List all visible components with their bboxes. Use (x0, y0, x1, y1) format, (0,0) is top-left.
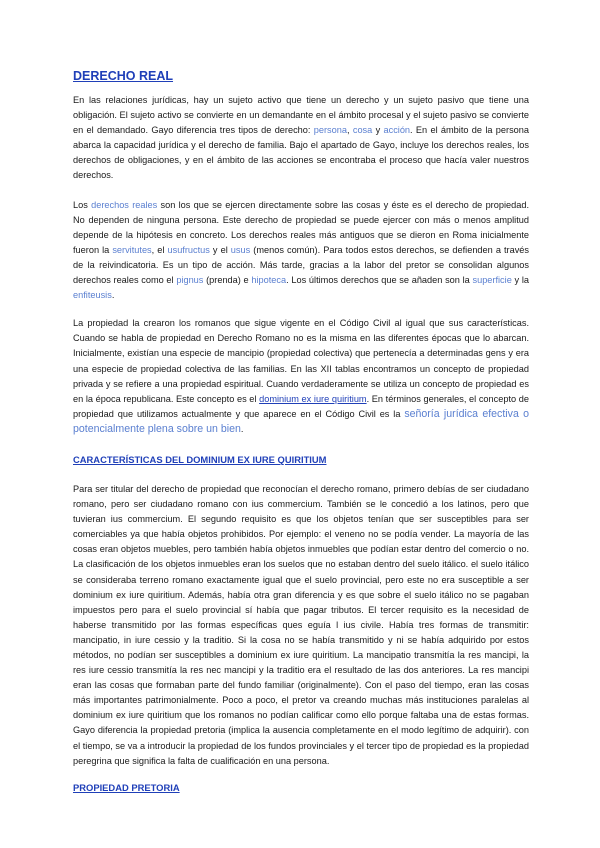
link-derechos-reales[interactable]: derechos reales (91, 199, 158, 210)
link-enfiteusis[interactable]: enfiteusis (73, 290, 112, 301)
link-persona[interactable]: persona (313, 125, 347, 136)
link-pignus[interactable]: pignus (176, 275, 204, 286)
link-dominium-ex-iure-quiritium[interactable]: dominium ex iure quiritium (259, 393, 367, 404)
link-accion[interactable]: acción (383, 125, 411, 136)
paragraph-2: Los derechos reales son los que se ejercen directamente sobre las cosas y éste es el derecho de propiedad. No dependen de ninguna persona. Este derecho de propiedad se puede ejercer con más o menos amplitud depende de la hipótesis en concreto. Los derechos reales más antiguos que se dieron en Roma inicialmente fueron la servitutes, el usufructus y el usus (menos común). Para todos estos derechos, se defienden a través de la reivindicatoria. Es un tipo de acción. Más tarde, gracias a la labor del pretor se consolidan algunos derechos reales como el pignus (prenda) e hipoteca. Los últimos derechos que se añaden son la superficie y la enfiteusis. (73, 199, 530, 301)
paragraph-3: La propiedad la crearon los romanos que sigue vigente en el Código Civil al igual que sus características. Cuando se habla de propiedad en Derecho Romano no es la misma en las diferentes épocas que lo abarcan. Inicialmente, existían una especie de mancipio (propiedad colectiva) que pertenecía a determinadas gens y era una especie de propiedad colectiva de las familias. En las XII tablas encontramos un concepto de propiedad privada y se refiere a una propiedad espiritual. Cuando verdaderamente se utiliza un concepto de propiedad es en la época republicana. Este concepto es el dominium ex iure quiritium. En términos generales, el concepto de propiedad que utilizamos actualmente y que aparece en el Código Civil es la señoría jurídica efectiva o potencialmente plena sobre un bien. (73, 318, 530, 435)
heading-derecho-real[interactable]: DERECHO REAL (73, 69, 174, 83)
heading-propiedad-pretoria[interactable]: PROPIEDAD PRETORIA (73, 781, 180, 793)
link-usus[interactable]: usus (230, 244, 251, 255)
link-cosa[interactable]: cosa (352, 125, 373, 136)
heading-caracteristicas[interactable]: CARACTERÍSTICAS DEL DOMINIUM EX IURE QUIRITIUM (73, 453, 327, 465)
link-servitutes[interactable]: servitutes (112, 244, 152, 255)
link-hipoteca[interactable]: hipoteca (251, 275, 287, 286)
link-superficie[interactable]: superficie (472, 275, 512, 286)
link-usufructus[interactable]: usufructus (167, 244, 210, 255)
document-body (73, 68, 529, 795)
paragraph-1: En las relaciones jurídicas, hay un sujeto activo que tiene un derecho y un sujeto pasivo que tiene una obligación. El sujeto activo se convierte en un demandante en el ámbito procesal y el sujeto pasivo se convierte en el demandado. Gayo diferencia tres tipos de derecho: persona, cosa y acción. En el ámbito de la persona abarca la capacidad jurídica y el derecho de familia. Bajo el apartado de Gayo, incluye los derechos reales, los derechos de obligaciones, y en el ámbito de las acciones se encontraba el proceso que hacía valer nuestros derechos. (73, 95, 530, 181)
link-senoria-juridica[interactable]: señoría jurídica efectiva o potencialmente plena sobre un bien (73, 407, 530, 435)
paragraph-4: Para ser titular del derecho de propiedad que reconocían el derecho romano, primero debías de ser ciudadano romano, pero ser ciudadano romano con ius commercium. También se le concedió a los latinos, pero que tuvieran ius commercium. El segundo requisito es que los objetos tenían que ser susceptibles para ser comerciables ya que había objetos prohibidos. Por ejemplo: el veneno no se podía vender. La mayoría de las cosas eran objetos muebles, pero también había objetos inmuebles que podían estar dentro del comercio o no. La clasificación de los objetos inmuebles eran los suelos que no estaban dentro del suelo itálico. el suelo itálico se consideraba terreno romano exactamente igual que el suelo provincial, pero este no era susceptible a ser dominium ex iure quiritium. Además, había otra gran diferencia y es que sobre el suelo itálico no se pagaban impuestos pero para el suelo provincial sí había que pagar tributos. El tercer requisito es la necesidad de haberse transmitido por las formas específicas ques eguía l ius civile. Había tres formas de transmitir: mancipatio, in iure cessio y la traditio. Si la cosa no se había transmitido y ni se había adquirido por estos métodos, no podían ser susceptibles a dominium ex iure quiritium. La mancipatio transmitía la res mancipi, la res iure cessio transmitía la res nec mancipi y la traditio era el resultado de las dos anteriores. La res mancipi eran las cosas que formaban parte del fundo familiar (originalmente). Con el paso del tiempo, eran las cosas más importantes patrimonialmente. Poco a poco, el pretor va creando muchas más instituciones paralelas al dominium ex iure quiritium que los romanos no podían calificar como ello porque faltaba una de estas formas. Gayo diferencia la propiedad pretoria (implica la ausencia completamente en el modo legítimo de adquirir). con el tiempo, se va a introducir la propiedad de los fundos provinciales y el tercer tipo de propiedad es la propiedad peregrina que significa la falta de cualificación en una persona. (73, 483, 529, 766)
